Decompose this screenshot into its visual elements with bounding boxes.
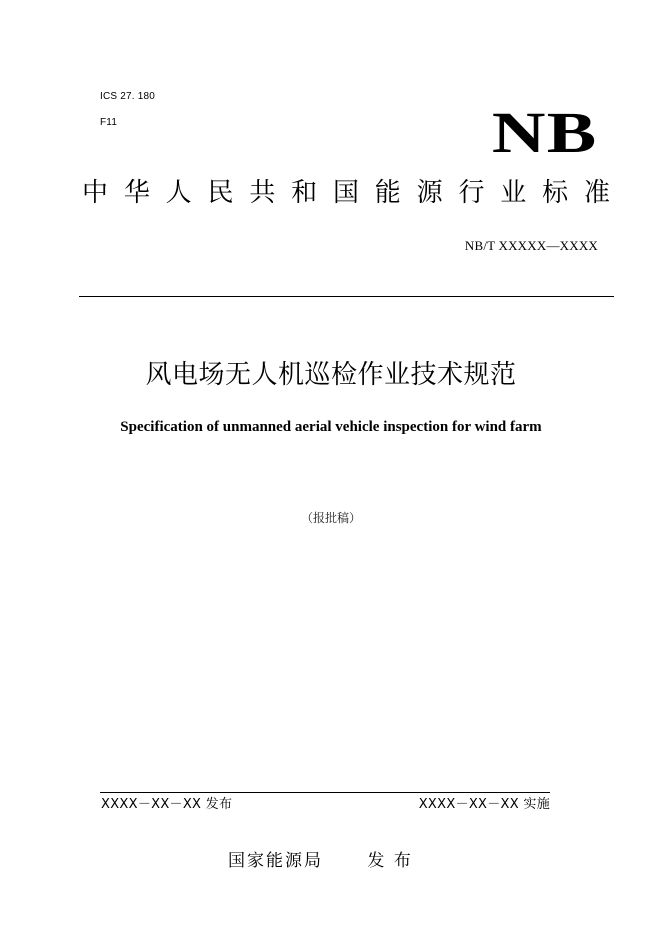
issue-date: XXXX－XX－XX 发布: [101, 797, 233, 812]
header-divider: [79, 296, 614, 297]
chinese-title: 风电场无人机巡检作业技术规范: [145, 360, 517, 390]
effective-date: XXXX－XX－XX 实施: [418, 797, 550, 812]
org-char: 能: [374, 178, 401, 208]
org-char: 共: [249, 178, 276, 208]
org-char: 和: [291, 178, 318, 208]
org-char: 民: [207, 178, 234, 208]
org-char: 业: [500, 178, 527, 208]
org-char: 准: [583, 178, 610, 208]
footer-divider: [100, 792, 550, 793]
english-title: Specification of unmanned aerial vehicle inspection for wind farm: [120, 419, 542, 435]
org-char: 行: [458, 178, 485, 208]
classification-code: F11: [100, 117, 118, 128]
standard-organization-title: [82, 176, 610, 210]
nb-logo: NB: [492, 100, 598, 165]
draft-status-note: （报批稿）: [300, 511, 361, 525]
issuing-authority: 国家能源局 发 布: [228, 851, 413, 871]
org-char: 标: [542, 178, 569, 208]
org-char: 源: [416, 178, 443, 208]
standard-number: NB/T XXXXX—XXXX: [464, 238, 598, 253]
org-char: 国: [332, 178, 359, 208]
org-char: 中: [82, 178, 109, 208]
org-char: 人: [165, 178, 192, 208]
org-char: 华: [123, 178, 150, 208]
ics-code: ICS 27. 180: [100, 91, 156, 102]
